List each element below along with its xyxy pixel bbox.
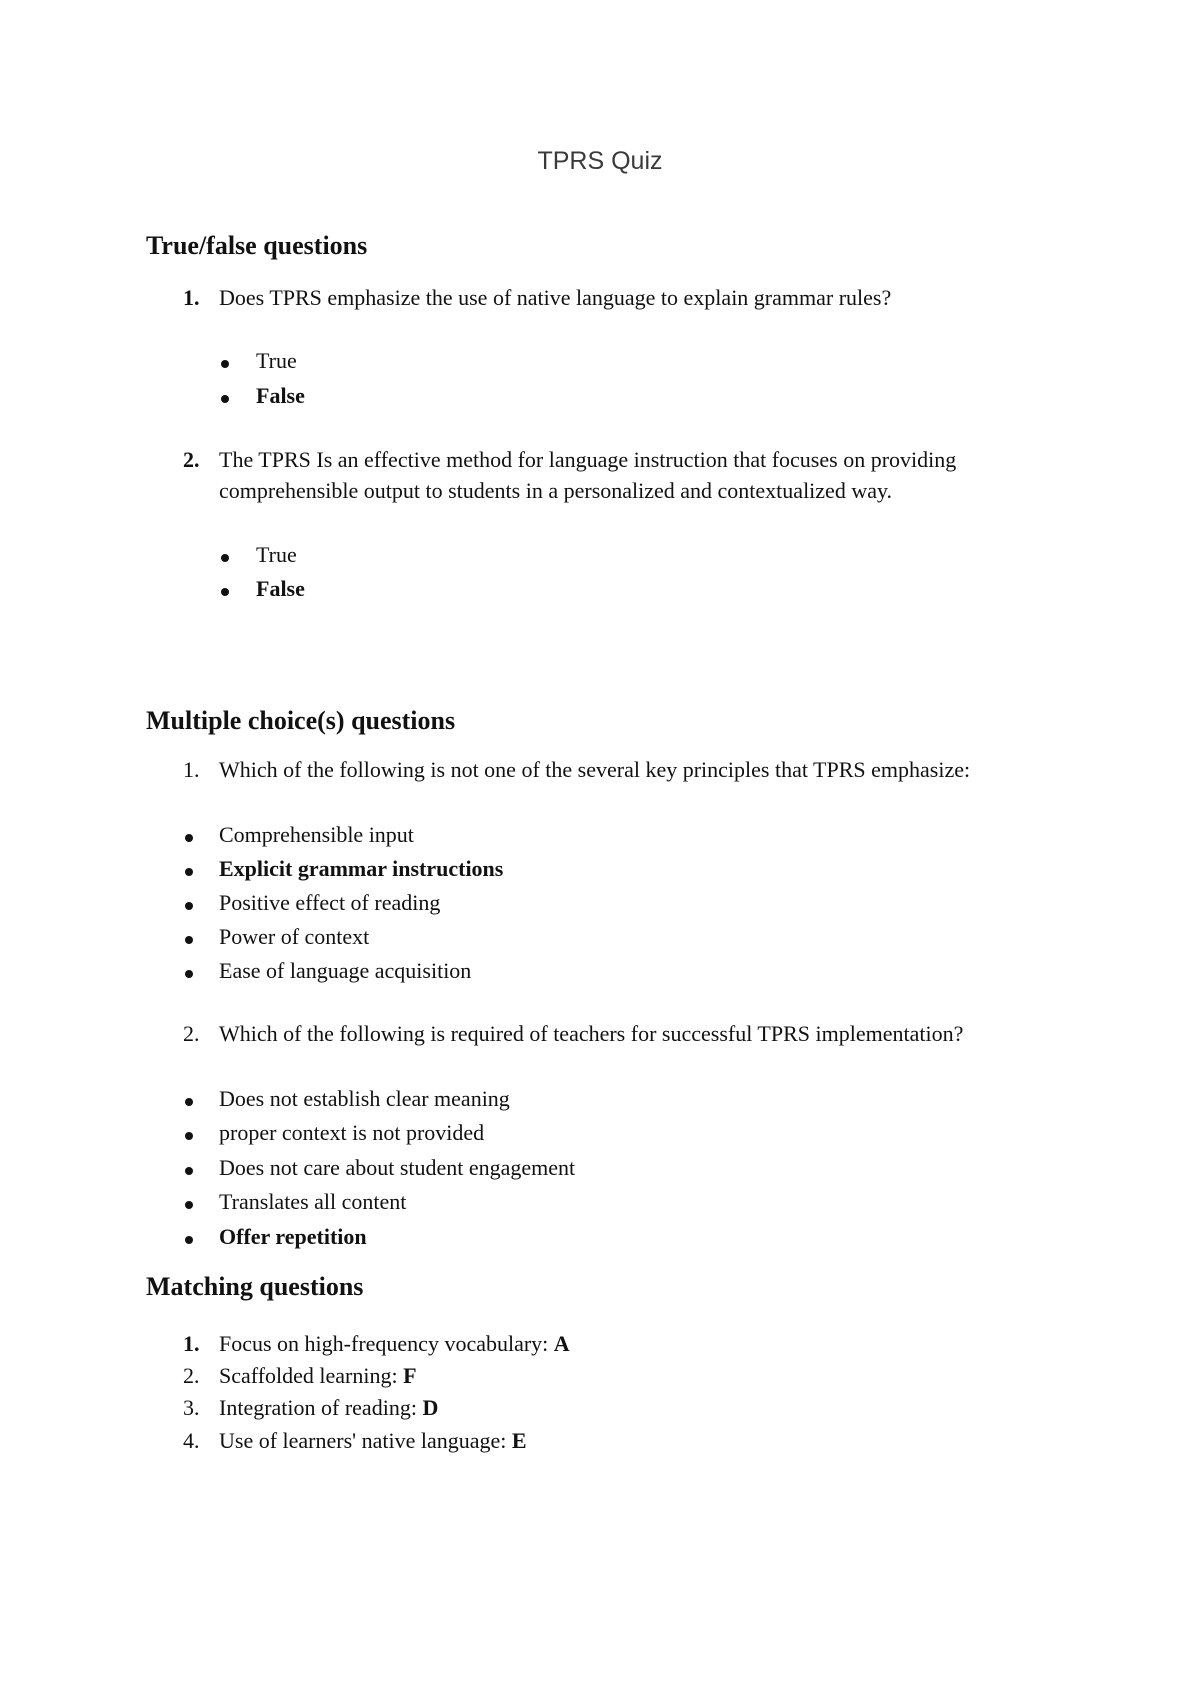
matching-item-text [219, 1330, 570, 1358]
question-text-line-2: comprehensible output to students in a personalized and contextualized way. [219, 478, 893, 503]
option-true: True [256, 542, 297, 567]
option: Does not establish clear meaning [219, 1086, 510, 1111]
question-text-line-1: The TPRS Is an effective method for language instruction that focuses on providing [219, 447, 957, 472]
bullet-icon [185, 1132, 193, 1140]
matching-answer: E [511, 1428, 527, 1453]
question-number: 2. [183, 447, 200, 472]
matching-prompt: Scaffolded learning: [219, 1363, 404, 1388]
item-number: 2. [183, 1363, 200, 1388]
option: Comprehensible input [219, 822, 414, 847]
matching-prompt: Use of learners' native language: [219, 1428, 512, 1453]
bullet-icon [185, 1098, 193, 1106]
question-number: 2. [183, 1021, 200, 1046]
option: Does not care about student engagement [219, 1155, 576, 1180]
question-text: Which of the following is not one of the several key principles that TPRS emphasize: [219, 757, 971, 782]
matching-answer: A [553, 1331, 570, 1356]
question-text: Does TPRS emphasize the use of native language to explain grammar rules? [219, 285, 892, 310]
question-number: 1. [183, 285, 200, 310]
option: Positive effect of reading [219, 890, 441, 915]
item-number: 3. [183, 1395, 200, 1420]
bullet-icon [185, 1201, 193, 1209]
bullet-icon [185, 1167, 193, 1175]
bullet-icon [185, 868, 193, 876]
bullet-icon [185, 1236, 193, 1244]
bullet-icon [185, 834, 193, 842]
bullet-icon [185, 970, 193, 978]
option: Ease of language acquisition [219, 958, 472, 983]
bullet-icon [185, 902, 193, 910]
matching-heading: Matching questions [146, 1272, 364, 1301]
matching-item-text [219, 1427, 527, 1455]
option: proper context is not provided [219, 1120, 485, 1145]
bullet-icon [185, 936, 193, 944]
matching-item-text [219, 1362, 417, 1390]
multiple-choice-heading: Multiple choice(s) questions [146, 706, 456, 735]
bullet-icon [221, 588, 229, 596]
matching-item-text [219, 1394, 438, 1422]
item-number: 4. [183, 1428, 200, 1453]
matching-answer: D [422, 1395, 439, 1420]
question-number: 1. [183, 757, 200, 782]
item-number: 1. [183, 1331, 200, 1356]
option: Power of context [219, 924, 370, 949]
option-answer: Offer repetition [219, 1224, 367, 1249]
bullet-icon [221, 554, 229, 562]
bullet-icon [221, 360, 229, 368]
option: Translates all content [219, 1189, 407, 1214]
page-title: TPRS Quiz [537, 147, 663, 175]
matching-prompt: Focus on high-frequency vocabulary: [219, 1331, 554, 1356]
option-answer: Explicit grammar instructions [219, 856, 504, 881]
question-text: Which of the following is required of teachers for successful TPRS implementation? [219, 1021, 964, 1046]
matching-prompt: Integration of reading: [219, 1395, 423, 1420]
true-false-heading: True/false questions [146, 231, 368, 260]
option-false-answer: False [256, 576, 305, 601]
option-false-answer: False [256, 383, 305, 408]
matching-answer: F [403, 1363, 417, 1388]
bullet-icon [221, 395, 229, 403]
option-true: True [256, 348, 297, 373]
